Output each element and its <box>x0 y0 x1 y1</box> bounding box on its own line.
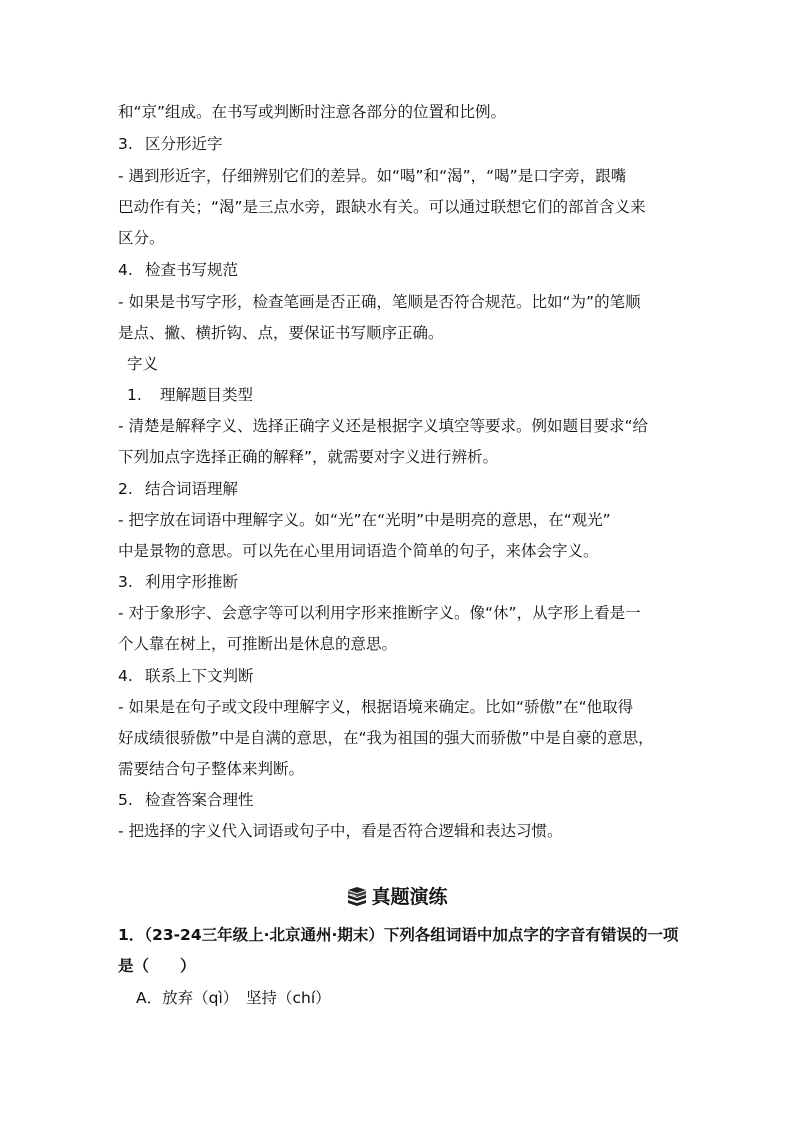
item-title: 检查书写规范 <box>145 261 239 279</box>
paragraph-line: 是点、撇、横折钩、点，要保证书写顺序正确。 <box>118 324 444 342</box>
list-item-heading <box>118 572 238 592</box>
paragraph-line: - 如果是在句子或文段中理解字义，根据语境来确定。比如“骄傲”在“他取得 <box>118 698 634 716</box>
item-number: 5. <box>118 791 133 809</box>
paragraph-line: - 把选择的字义代入词语或句子中，看是否符合逻辑和表达习惯。 <box>118 822 563 840</box>
paragraph-line: 中是景物的意思。可以先在心里用词语造个简单的句子，来体会字义。 <box>118 542 599 560</box>
question-stem-line: 是（ ） <box>118 957 196 975</box>
paragraph-line: 和“京”组成。在书写或判断时注意各部分的位置和比例。 <box>118 103 507 121</box>
paragraph-line: - 如果是书写字形，检查笔画是否正确，笔顺是否符合规范。比如“为”的笔顺 <box>118 293 641 311</box>
list-item-heading <box>127 385 253 405</box>
paragraph-line: 个人靠在树上，可推断出是休息的意思。 <box>118 635 398 653</box>
paragraph-line: 下列加点字选择正确的解释”，就需要对字义进行辨析。 <box>118 448 499 466</box>
item-number: 2. <box>118 480 133 498</box>
paragraph-line: 区分。 <box>118 229 165 247</box>
paragraph-line: - 把字放在词语中理解字义。如“光”在“光明”中是明亮的意思，在“观光” <box>118 511 611 529</box>
paragraph-line: 需要结合句子整体来判断。 <box>118 760 305 778</box>
paragraph-line: 好成绩很骄傲”中是自满的意思，在“我为祖国的强大而骄傲”中是自豪的意思， <box>118 729 654 747</box>
item-number: 4. <box>118 667 133 685</box>
item-number: 3. <box>118 135 133 153</box>
exercise-title: 真题演练 <box>371 886 448 908</box>
item-number: 4. <box>118 261 133 279</box>
item-title: 利用字形推断 <box>145 573 239 591</box>
list-item-heading <box>118 790 254 810</box>
item-title: 理解题目类型 <box>160 386 254 404</box>
item-title: 联系上下文判断 <box>145 667 254 685</box>
list-item-heading <box>118 666 254 686</box>
list-item-heading <box>118 260 238 280</box>
item-title: 检查答案合理性 <box>145 791 254 809</box>
item-number: 1. <box>127 386 142 404</box>
section-title: 字义 <box>127 355 159 373</box>
item-title: 结合词语理解 <box>145 480 239 498</box>
item-number: 3. <box>118 573 133 591</box>
list-item-heading <box>118 134 223 154</box>
list-item-heading <box>118 479 238 499</box>
paragraph-line: - 对于象形字、会意字等可以利用字形来推断字义。像“休”，从字形上看是一 <box>118 604 641 622</box>
item-title: 区分形近字 <box>145 135 223 153</box>
paragraph-line: - 清楚是解释字义、选择正确字义还是根据字义填空等要求。例如题目要求“给 <box>118 417 649 435</box>
exercise-heading <box>0 884 794 913</box>
answer-option-a: A．放弃（qì） 坚持（chí） <box>136 989 331 1007</box>
paragraph-line: - 遇到形近字，仔细辨别它们的差异。如“喝”和“渴”，“喝”是口字旁，跟嘴 <box>118 167 627 185</box>
question-stem-line: 1．（23-24三年级上·北京通州·期末）下列各组词语中加点字的字音有错误的一项 <box>118 926 679 944</box>
books-icon <box>346 886 368 913</box>
paragraph-line: 巴动作有关；“渴”是三点水旁，跟缺水有关。可以通过联想它们的部首含义来 <box>118 198 646 216</box>
